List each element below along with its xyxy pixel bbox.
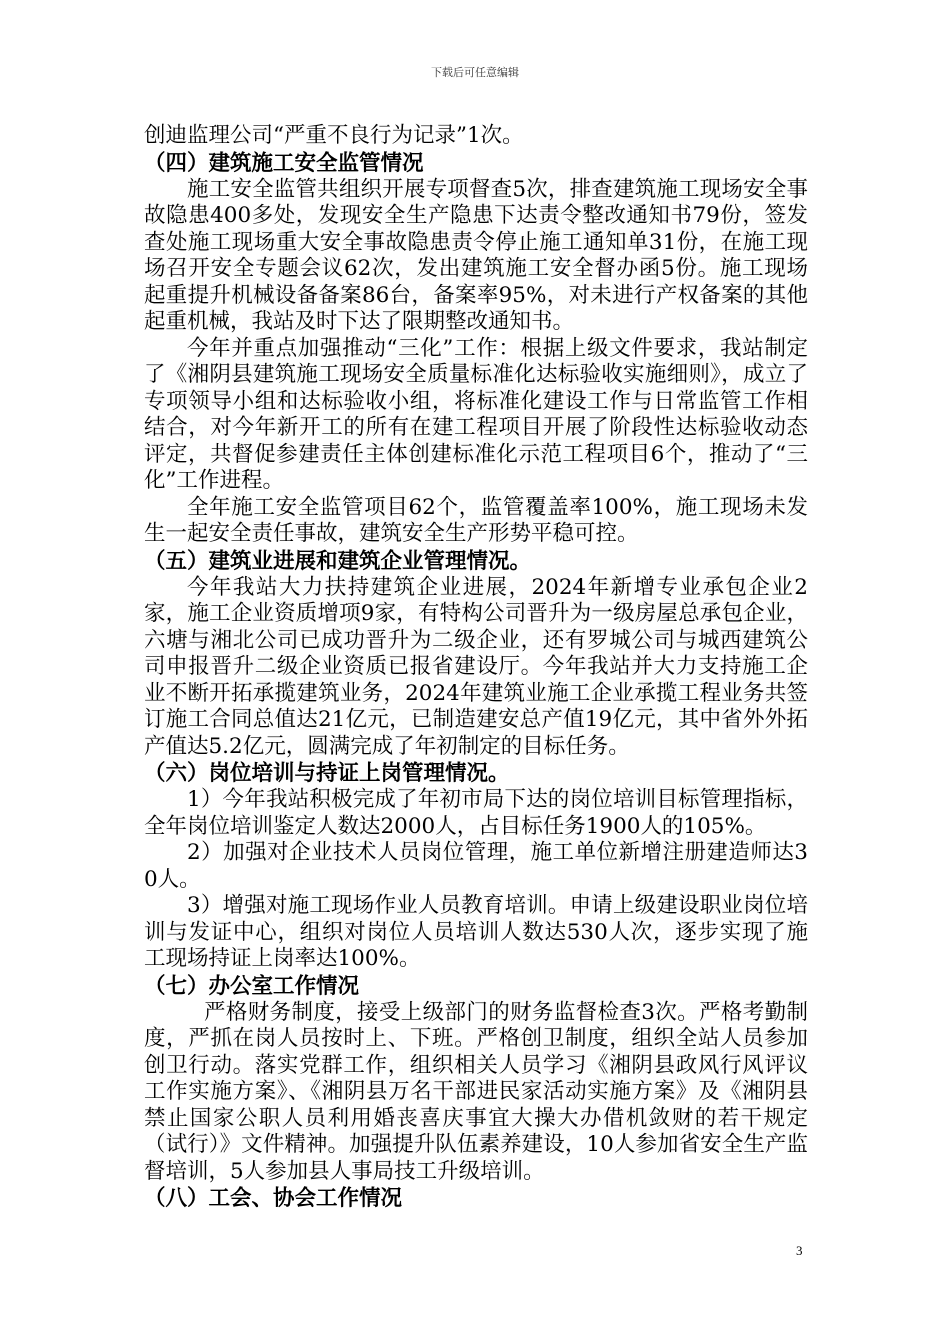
section-heading: （五）建筑业进展和建筑企业管理情况。 bbox=[144, 548, 532, 574]
section-heading: （七）办公室工作情况 bbox=[144, 973, 360, 999]
section-heading: （六）岗位培训与持证上岗管理情况。 bbox=[144, 761, 510, 786]
body-paragraph: 2）加强对企业技术人员岗位管理，施工单位新增注册建造师达30人。 bbox=[144, 840, 808, 892]
body-paragraph: 施工安全监管共组织开展专项督查5次，排查建筑施工现场安全事故隐患400多处，发现安全生产隐患下达责令整改通知书79份，签发查处施工现场重大安全事故隐患责令停止施工通知单31份，在施工现场召开安全专题会议62次，发出建筑施工安全督办函5份。施工现场起重提升机械设备备案86台，备案率95%，对未进行产权备案的其他起重机械，我站及时下达了限期整改通知书。 bbox=[144, 176, 808, 334]
section-heading: （四）建筑施工安全监管情况 bbox=[144, 150, 424, 176]
document-body bbox=[144, 123, 808, 1212]
page-number: 3 bbox=[796, 1243, 803, 1258]
body-paragraph: 今年我站大力扶持建筑企业进展，2024年新增专业承包企业2家，施工企业资质增项9家，有特构公司晋升为一级房屋总承包企业，六塘与湘北公司已成功晋升为二级企业，还有罗城公司与城西建筑公司申报晋升二级企业资质已报省建设厅。今年我站并大力支持施工企业不断开拓承揽建筑业务，2024年建筑业施工企业承揽工程业务共签订施工合同总值达21亿元，已制造建安总产值19亿元，其中省外外拓产值达5.2亿元，圆满完成了年初制定的目标任务。 bbox=[144, 574, 808, 759]
body-paragraph: 创迪监理公司“严重不良行为记录”1次。 bbox=[144, 123, 524, 148]
section-heading: （八）工会、协会工作情况 bbox=[144, 1186, 403, 1211]
body-paragraph: 今年并重点加强推动“三化”工作：根据上级文件要求，我站制定了《湘阴县建筑施工现场安全质量标准化达标验收实施细则》，成立了专项领导小组和达标验收小组，将标准化建设工作与日常监管工作相结合，对今年新开工的所有在建工程项目开展了阶段性达标验收动态评定，共督促参建责任主体创建标准化示范工程项目6个，推动了“三化”工作进程。 bbox=[144, 335, 808, 493]
body-paragraph: 严格财务制度，接受上级部门的财务监督检查3次。严格考勤制度，严抓在岗人员按时上、下班。严格创卫制度，组织全站人员参加创卫行动。落实党群工作，组织相关人员学习《湘阴县政风行风评议工作实施方案》、《湘阴县万名干部进民家活动实施方案》及《湘阴县禁止国家公职人员利用婚丧喜庆事宜大操大办借机敛财的若干规定（试行）》文件精神。加强提升队伍素养建设，10人参加省安全生产监督培训，5人参加县人事局技工升级培训。 bbox=[144, 999, 808, 1184]
body-paragraph: 全年施工安全监管项目62个，监管覆盖率100%，施工现场未发生一起安全责任事故，建筑安全生产形势平稳可控。 bbox=[144, 494, 808, 546]
page-header: 下载后可任意编辑 bbox=[431, 66, 519, 79]
body-paragraph: 3）增强对施工现场作业人员教育培训。申请上级建设职业岗位培训与发证中心，组织对岗位人员培训人数达530人次，逐步实现了施工现场持证上岗率达100%。 bbox=[144, 893, 808, 971]
body-paragraph: 1）今年我站积极完成了年初市局下达的岗位培训目标管理指标，全年岗位培训鉴定人数达2000人，占目标任务1900人的105%。 bbox=[144, 787, 808, 839]
